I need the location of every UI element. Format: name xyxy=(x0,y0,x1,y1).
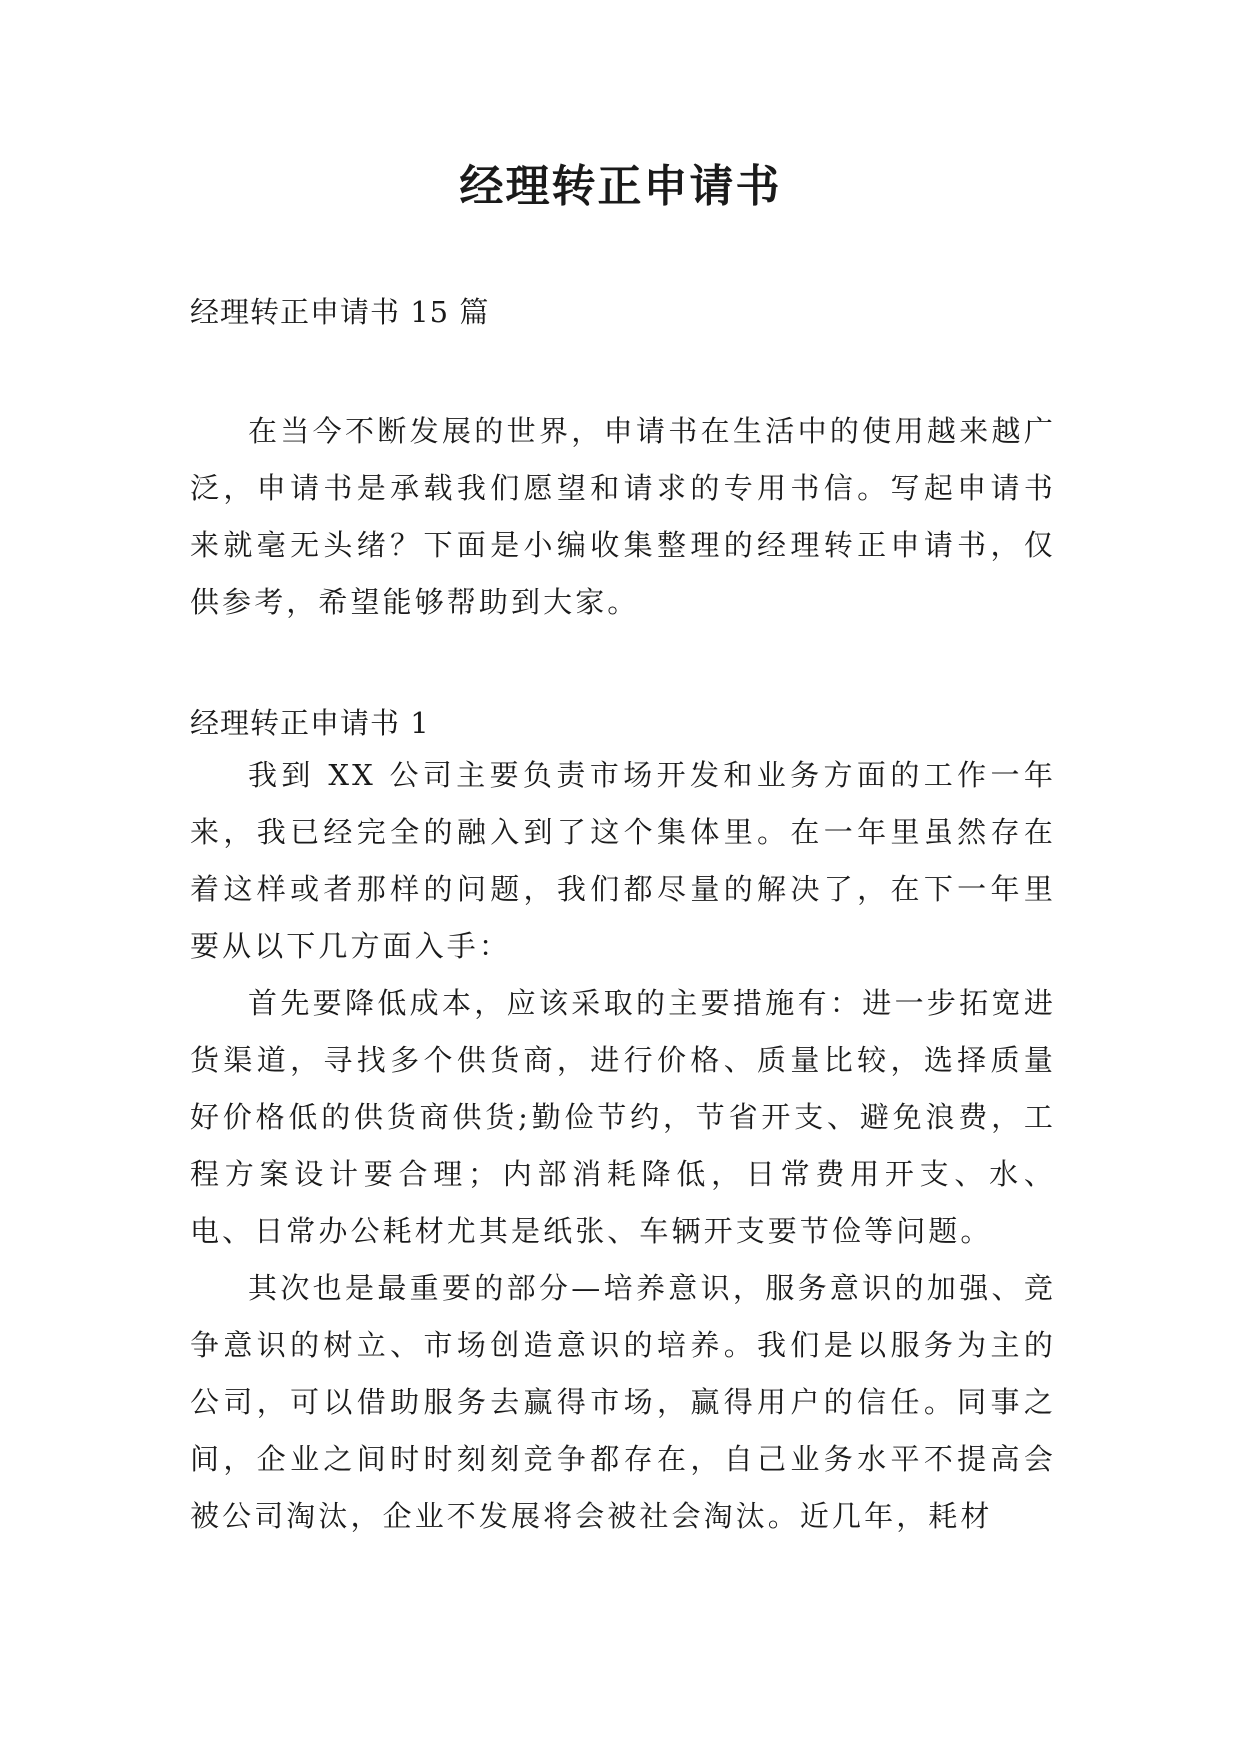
section-heading: 经理转正申请书 1 xyxy=(190,706,430,740)
body-paragraph: 首先要降低成本，应该采取的主要措施有：进一步拓宽进货渠道，寻找多个供货商，进行价格、质量比较，选择质量好价格低的供货商供货;勤俭节约，节省开支、避免浪费，工程方案设计要合理；内部消耗降低，日常费用开支、水、电、日常办公耗材尤其是纸张、车辆开支要节俭等问题。 xyxy=(190,986,1056,1248)
intro-block xyxy=(190,403,1056,631)
document-subtitle: 经理转正申请书 15 篇 xyxy=(190,295,490,329)
body-paragraph: 其次也是最重要的部分—培养意识，服务意识的加强、竞争意识的树立、市场创造意识的培养。我们是以服务为主的公司，可以借助服务去赢得市场，赢得用户的信任。同事之间，企业之间时时刻刻竞争都存在，自己业务水平不提高会被公司淘汰，企业不发展将会被社会淘汰。近几年，耗材 xyxy=(190,1271,1056,1533)
intro-paragraph: 在当今不断发展的世界，申请书在生活中的使用越来越广泛，申请书是承载我们愿望和请求的专用书信。写起申请书来就毫无头绪？下面是小编收集整理的经理转正申请书，仅供参考，希望能够帮助到大家。 xyxy=(190,414,1056,619)
section-body xyxy=(190,747,1056,1545)
body-paragraph: 我到 XX 公司主要负责市场开发和业务方面的工作一年来，我已经完全的融入到了这个集体里。在一年里虽然存在着这样或者那样的问题，我们都尽量的解决了，在下一年里要从以下几方面入手： xyxy=(190,758,1056,963)
document-title: 经理转正申请书 xyxy=(459,161,782,212)
